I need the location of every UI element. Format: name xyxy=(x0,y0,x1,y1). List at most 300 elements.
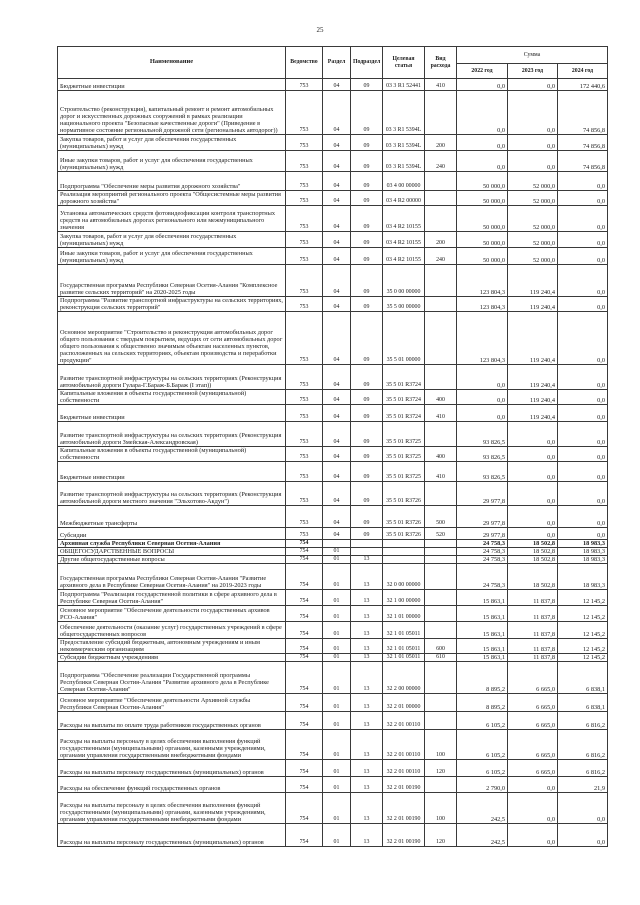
cell-target-article xyxy=(383,540,425,548)
table-row xyxy=(58,248,608,265)
cell-sum-2022: 24 758,3 xyxy=(457,564,508,590)
cell-sum-2024: 74 856,8 xyxy=(558,135,608,151)
cell-section: 01 xyxy=(323,548,351,556)
cell-section: 01 xyxy=(323,777,351,793)
cell-expense-type: 410 xyxy=(425,79,457,91)
cell-department: 754 xyxy=(286,712,323,730)
cell-sum-2022: 6 105,2 xyxy=(457,760,508,777)
cell-department: 753 xyxy=(286,405,323,422)
cell-section: 01 xyxy=(323,564,351,590)
header-year-2022: 2022 год xyxy=(457,64,508,79)
header-year-2024: 2024 год xyxy=(558,64,608,79)
cell-section: 04 xyxy=(323,79,351,91)
cell-section: 04 xyxy=(323,447,351,462)
table-row xyxy=(58,297,608,312)
cell-sum-2022: 242,5 xyxy=(457,824,508,847)
cell-sum-2024: 0,0 xyxy=(558,824,608,847)
cell-department: 754 xyxy=(286,654,323,662)
cell-subsection: 09 xyxy=(351,365,383,390)
cell-subsection: 09 xyxy=(351,462,383,482)
cell-name: Иные закупки товаров, работ и услуг для обеспечения государственных (муниципальных) нужд xyxy=(58,248,286,265)
cell-name: Подпрограмма "Реализация государственной политики в сфере архивного дела в Республике Северная Осетия-Алания" xyxy=(58,590,286,606)
table-row xyxy=(58,639,608,654)
cell-department: 754 xyxy=(286,622,323,639)
cell-expense-type: 120 xyxy=(425,824,457,847)
table-row xyxy=(58,622,608,639)
cell-department: 754 xyxy=(286,540,323,548)
budget-table xyxy=(57,46,608,847)
cell-sum-2022: 93 826,5 xyxy=(457,422,508,447)
cell-sum-2023: 6 665,0 xyxy=(508,712,558,730)
cell-name: Развитие транспортной инфраструктуры на сельских территориях (Реконструкция автомобильной дороги Змейская-Александровская) xyxy=(58,422,286,447)
cell-expense-type: 200 xyxy=(425,135,457,151)
cell-sum-2024: 0,0 xyxy=(558,793,608,824)
cell-section: 04 xyxy=(323,312,351,365)
cell-name: Государственная программа Республики Северная Осетия-Алания "Комплексное развитие сельских территорий" на 2020-2025 годы xyxy=(58,265,286,297)
cell-target-article: 32 2 01 00110 xyxy=(383,760,425,777)
header-expense-type: Вид расхода xyxy=(425,47,457,79)
table-row xyxy=(58,506,608,528)
cell-sum-2024: 0,0 xyxy=(558,447,608,462)
cell-sum-2023: 18 502,8 xyxy=(508,564,558,590)
cell-sum-2024: 6 816,2 xyxy=(558,730,608,760)
table-row xyxy=(58,135,608,151)
cell-name: Подпрограмма "Развитие транспортной инфраструктуры на сельских территориях, реконструкция сельских территорий" xyxy=(58,297,286,312)
cell-section: 04 xyxy=(323,297,351,312)
cell-department: 753 xyxy=(286,462,323,482)
cell-sum-2022: 0,0 xyxy=(457,151,508,172)
table-row xyxy=(58,793,608,824)
cell-subsection: 13 xyxy=(351,654,383,662)
cell-department: 754 xyxy=(286,639,323,654)
header-target-article: Целевая статья xyxy=(383,47,425,79)
cell-sum-2022: 50 000,0 xyxy=(457,232,508,248)
cell-sum-2023: 0,0 xyxy=(508,151,558,172)
cell-section: 01 xyxy=(323,712,351,730)
cell-sum-2022: 0,0 xyxy=(457,135,508,151)
cell-name: Расходы на выплаты персоналу в целях обеспечения выполнения функций государственными (муниципальными) органами, казенными учреждениями, органами управления государственными внебюджетными фондами xyxy=(58,730,286,760)
cell-subsection: 09 xyxy=(351,232,383,248)
cell-department: 754 xyxy=(286,777,323,793)
cell-department: 753 xyxy=(286,191,323,206)
cell-expense-type xyxy=(425,556,457,564)
cell-sum-2024: 0,0 xyxy=(558,506,608,528)
cell-expense-type xyxy=(425,564,457,590)
cell-department: 753 xyxy=(286,248,323,265)
cell-sum-2024: 6 816,2 xyxy=(558,760,608,777)
cell-sum-2024: 18 983,3 xyxy=(558,548,608,556)
cell-name: Развитие транспортной инфраструктуры на сельских территориях (Реконструкция автомобильной дороги Гулара-Г.Бараж-Б.Бараж (I этап)) xyxy=(58,365,286,390)
cell-sum-2022: 29 977,8 xyxy=(457,482,508,506)
cell-name: Строительство (реконструкция), капитальный ремонт и ремонт автомобильных дорог и искусственных дорожных сооружений в рамках реализации национального проекта "Безопасные качественные дороги" (Приведение в нормативное состояние региональной дорожной сети (региональных автодорог)) xyxy=(58,91,286,135)
cell-name: Основное мероприятие "Обеспечение деятельности государственных архивов РСО-Алания" xyxy=(58,606,286,622)
cell-target-article: 35 5 01 R3726 xyxy=(383,528,425,540)
cell-sum-2023: 6 665,0 xyxy=(508,662,558,694)
cell-name: Архивная служба Республики Северная Осетия-Алания xyxy=(58,540,286,548)
cell-expense-type xyxy=(425,422,457,447)
cell-sum-2023: 52 000,0 xyxy=(508,232,558,248)
cell-section: 01 xyxy=(323,760,351,777)
cell-name: Бюджетные инвестиции xyxy=(58,79,286,91)
cell-sum-2023: 0,0 xyxy=(508,422,558,447)
cell-sum-2023: 6 665,0 xyxy=(508,730,558,760)
cell-target-article: 32 1 00 00000 xyxy=(383,590,425,606)
cell-sum-2022: 0,0 xyxy=(457,390,508,405)
table-row xyxy=(58,447,608,462)
cell-sum-2022: 15 863,1 xyxy=(457,622,508,639)
cell-section: 01 xyxy=(323,590,351,606)
table-row xyxy=(58,564,608,590)
cell-sum-2023: 0,0 xyxy=(508,91,558,135)
cell-expense-type xyxy=(425,312,457,365)
cell-name: Развитие транспортной инфраструктуры на сельских территориях (Реконструкция автомобильной дороги местного значения "Эльхотово-Акдун") xyxy=(58,482,286,506)
cell-sum-2024: 0,0 xyxy=(558,297,608,312)
cell-target-article: 35 5 01 R3726 xyxy=(383,482,425,506)
table-row xyxy=(58,206,608,232)
cell-subsection: 13 xyxy=(351,730,383,760)
cell-sum-2023: 18 502,8 xyxy=(508,540,558,548)
cell-sum-2023: 6 665,0 xyxy=(508,760,558,777)
cell-sum-2024: 0,0 xyxy=(558,365,608,390)
cell-sum-2024: 18 983,3 xyxy=(558,540,608,548)
cell-sum-2022: 2 790,0 xyxy=(457,777,508,793)
cell-target-article: 32 2 01 00190 xyxy=(383,777,425,793)
cell-name: ОБЩЕГОСУДАРСТВЕННЫЕ ВОПРОСЫ xyxy=(58,548,286,556)
cell-sum-2022: 6 105,2 xyxy=(457,730,508,760)
cell-section: 01 xyxy=(323,662,351,694)
cell-target-article: 03 3 R1 5394L xyxy=(383,135,425,151)
cell-expense-type: 400 xyxy=(425,390,457,405)
cell-subsection: 09 xyxy=(351,91,383,135)
cell-sum-2022: 0,0 xyxy=(457,79,508,91)
cell-department: 753 xyxy=(286,506,323,528)
table-row xyxy=(58,482,608,506)
header-sum: Сумма xyxy=(457,47,608,64)
cell-section: 04 xyxy=(323,135,351,151)
table-row xyxy=(58,405,608,422)
cell-target-article: 32 2 00 00000 xyxy=(383,662,425,694)
cell-expense-type xyxy=(425,91,457,135)
cell-target-article: 35 5 01 00000 xyxy=(383,312,425,365)
cell-target-article: 03 4 R2 00000 xyxy=(383,191,425,206)
cell-section: 04 xyxy=(323,172,351,191)
cell-name: Капитальные вложения в объекты государственной (муниципальной) собственности xyxy=(58,447,286,462)
cell-name: Закупка товаров, работ и услуг для обеспечения государственных (муниципальных) нужд xyxy=(58,232,286,248)
cell-sum-2023: 18 502,8 xyxy=(508,556,558,564)
cell-section: 04 xyxy=(323,390,351,405)
table-row xyxy=(58,824,608,847)
cell-name: Предоставление субсидий бюджетным, автономным учреждениям и иным некоммерческим организациям xyxy=(58,639,286,654)
cell-target-article: 32 1 01 05011 xyxy=(383,622,425,639)
cell-target-article: 32 2 01 00110 xyxy=(383,712,425,730)
table-row xyxy=(58,556,608,564)
cell-target-article xyxy=(383,556,425,564)
cell-target-article: 35 5 01 R3724 xyxy=(383,390,425,405)
cell-name: Государственная программа Республики Северная Осетия-Алания "Развитие архивного дела в Республике Северная Осетия-Алания" на 2019-2023 годы xyxy=(58,564,286,590)
cell-department: 754 xyxy=(286,824,323,847)
cell-expense-type xyxy=(425,482,457,506)
cell-sum-2024: 0,0 xyxy=(558,265,608,297)
cell-expense-type: 240 xyxy=(425,151,457,172)
page-number: 25 xyxy=(316,26,324,34)
cell-target-article: 03 4 R2 10155 xyxy=(383,232,425,248)
cell-section: 04 xyxy=(323,528,351,540)
cell-expense-type xyxy=(425,622,457,639)
cell-expense-type: 610 xyxy=(425,654,457,662)
cell-target-article: 35 5 00 00000 xyxy=(383,297,425,312)
table-row xyxy=(58,730,608,760)
cell-name: Иные закупки товаров, работ и услуг для обеспечения государственных (муниципальных) нужд xyxy=(58,151,286,172)
cell-expense-type xyxy=(425,365,457,390)
cell-sum-2024: 12 145,2 xyxy=(558,606,608,622)
cell-sum-2023: 0,0 xyxy=(508,482,558,506)
cell-section: 04 xyxy=(323,248,351,265)
cell-target-article xyxy=(383,548,425,556)
cell-target-article: 03 4 R2 10155 xyxy=(383,248,425,265)
cell-sum-2024: 0,0 xyxy=(558,528,608,540)
cell-sum-2023: 0,0 xyxy=(508,528,558,540)
cell-name: Расходы на выплаты по оплате труда работников государственных органов xyxy=(58,712,286,730)
cell-department: 754 xyxy=(286,694,323,712)
cell-name: Другие общегосударственные вопросы xyxy=(58,556,286,564)
cell-sum-2022: 50 000,0 xyxy=(457,172,508,191)
header-section: Раздел xyxy=(323,47,351,79)
cell-sum-2023: 52 000,0 xyxy=(508,248,558,265)
cell-subsection: 09 xyxy=(351,447,383,462)
cell-expense-type: 100 xyxy=(425,793,457,824)
cell-sum-2023: 11 837,8 xyxy=(508,622,558,639)
table-row xyxy=(58,265,608,297)
cell-target-article: 32 1 01 05011 xyxy=(383,639,425,654)
cell-expense-type xyxy=(425,297,457,312)
cell-sum-2022: 50 000,0 xyxy=(457,191,508,206)
cell-sum-2023: 0,0 xyxy=(508,79,558,91)
cell-section: 04 xyxy=(323,365,351,390)
cell-sum-2024: 0,0 xyxy=(558,172,608,191)
cell-sum-2024: 18 983,3 xyxy=(558,564,608,590)
cell-name: Закупка товаров, работ и услуг для обеспечения государственных (муниципальных) нужд xyxy=(58,135,286,151)
cell-department: 753 xyxy=(286,312,323,365)
table-row xyxy=(58,151,608,172)
cell-subsection: 13 xyxy=(351,793,383,824)
cell-sum-2023: 119 240,4 xyxy=(508,312,558,365)
cell-sum-2024: 6 816,2 xyxy=(558,712,608,730)
table-row xyxy=(58,91,608,135)
cell-department: 753 xyxy=(286,265,323,297)
table-row xyxy=(58,590,608,606)
cell-department: 754 xyxy=(286,590,323,606)
cell-sum-2024: 12 145,2 xyxy=(558,639,608,654)
cell-sum-2023: 0,0 xyxy=(508,447,558,462)
cell-target-article: 32 0 00 00000 xyxy=(383,564,425,590)
cell-subsection: 09 xyxy=(351,422,383,447)
cell-subsection: 09 xyxy=(351,482,383,506)
cell-department: 754 xyxy=(286,730,323,760)
cell-section: 04 xyxy=(323,506,351,528)
cell-sum-2022: 24 758,3 xyxy=(457,556,508,564)
cell-subsection: 09 xyxy=(351,297,383,312)
cell-subsection: 09 xyxy=(351,312,383,365)
cell-target-article: 03 4 R2 10155 xyxy=(383,206,425,232)
table-row xyxy=(58,422,608,447)
cell-target-article: 35 5 01 R3725 xyxy=(383,422,425,447)
cell-name: Субсидии бюджетным учреждениям xyxy=(58,654,286,662)
cell-section: 04 xyxy=(323,91,351,135)
cell-expense-type xyxy=(425,694,457,712)
header-department: Ведомство xyxy=(286,47,323,79)
cell-name: Межбюджетные трансферты xyxy=(58,506,286,528)
cell-section: 04 xyxy=(323,405,351,422)
table-row xyxy=(58,79,608,91)
cell-subsection: 13 xyxy=(351,622,383,639)
cell-sum-2023: 0,0 xyxy=(508,824,558,847)
cell-sum-2023: 11 837,8 xyxy=(508,590,558,606)
cell-expense-type: 400 xyxy=(425,447,457,462)
cell-target-article: 32 2 01 00190 xyxy=(383,793,425,824)
cell-subsection: 13 xyxy=(351,590,383,606)
cell-department: 753 xyxy=(286,206,323,232)
cell-expense-type: 500 xyxy=(425,506,457,528)
cell-expense-type xyxy=(425,265,457,297)
cell-expense-type: 120 xyxy=(425,760,457,777)
cell-expense-type: 520 xyxy=(425,528,457,540)
header-year-2023: 2023 год xyxy=(508,64,558,79)
cell-expense-type xyxy=(425,206,457,232)
cell-sum-2024: 0,0 xyxy=(558,405,608,422)
cell-sum-2024: 0,0 xyxy=(558,312,608,365)
cell-section: 01 xyxy=(323,730,351,760)
cell-sum-2024: 0,0 xyxy=(558,191,608,206)
cell-department: 754 xyxy=(286,556,323,564)
table-header xyxy=(58,47,608,79)
cell-name: Обеспечение деятельности (оказание услуг) государственных учреждений в сфере общегосударственных вопросов xyxy=(58,622,286,639)
cell-department: 753 xyxy=(286,528,323,540)
cell-subsection: 09 xyxy=(351,79,383,91)
cell-sum-2022: 15 863,1 xyxy=(457,590,508,606)
table-row xyxy=(58,191,608,206)
cell-subsection: 09 xyxy=(351,151,383,172)
cell-sum-2023: 11 837,8 xyxy=(508,639,558,654)
cell-name: Подпрограмма "Обеспечение реализации Государственной программы Республики Северная Осетия-Алания "Развитие архивного дела в Республике Северная Осетия-Алания" xyxy=(58,662,286,694)
cell-section: 01 xyxy=(323,606,351,622)
table-row xyxy=(58,548,608,556)
cell-expense-type: 410 xyxy=(425,405,457,422)
cell-sum-2022: 123 804,3 xyxy=(457,265,508,297)
header-row xyxy=(58,47,608,64)
cell-expense-type xyxy=(425,777,457,793)
cell-department: 753 xyxy=(286,482,323,506)
cell-sum-2022: 0,0 xyxy=(457,91,508,135)
cell-name: Капитальные вложения в объекты государственной (муниципальной) собственности xyxy=(58,390,286,405)
cell-sum-2024: 18 983,3 xyxy=(558,556,608,564)
cell-section: 01 xyxy=(323,622,351,639)
table-row xyxy=(58,462,608,482)
cell-expense-type: 240 xyxy=(425,248,457,265)
cell-subsection: 09 xyxy=(351,506,383,528)
cell-section: 04 xyxy=(323,206,351,232)
cell-subsection: 09 xyxy=(351,528,383,540)
cell-target-article: 35 5 01 R3726 xyxy=(383,506,425,528)
cell-target-article: 03 3 R1 52441 xyxy=(383,79,425,91)
cell-subsection: 13 xyxy=(351,556,383,564)
cell-section: 04 xyxy=(323,482,351,506)
cell-subsection: 09 xyxy=(351,172,383,191)
cell-subsection: 13 xyxy=(351,712,383,730)
cell-sum-2022: 123 804,3 xyxy=(457,297,508,312)
cell-name: Расходы на выплаты персоналу государственных (муниципальных) органов xyxy=(58,760,286,777)
table-row xyxy=(58,777,608,793)
cell-expense-type: 410 xyxy=(425,462,457,482)
cell-sum-2023: 6 665,0 xyxy=(508,694,558,712)
cell-sum-2022: 15 863,1 xyxy=(457,654,508,662)
cell-department: 754 xyxy=(286,564,323,590)
cell-subsection: 13 xyxy=(351,824,383,847)
cell-sum-2022: 123 804,3 xyxy=(457,312,508,365)
cell-department: 753 xyxy=(286,447,323,462)
cell-target-article: 32 2 01 00000 xyxy=(383,694,425,712)
cell-expense-type xyxy=(425,191,457,206)
cell-section: 04 xyxy=(323,151,351,172)
cell-subsection: 13 xyxy=(351,777,383,793)
table-row xyxy=(58,312,608,365)
cell-section: 04 xyxy=(323,422,351,447)
cell-department: 753 xyxy=(286,79,323,91)
table-row xyxy=(58,654,608,662)
cell-sum-2022: 50 000,0 xyxy=(457,206,508,232)
cell-section: 04 xyxy=(323,191,351,206)
cell-subsection: 13 xyxy=(351,760,383,777)
cell-subsection: 09 xyxy=(351,206,383,232)
cell-subsection: 09 xyxy=(351,191,383,206)
cell-sum-2022: 50 000,0 xyxy=(457,248,508,265)
cell-sum-2024: 74 856,8 xyxy=(558,91,608,135)
cell-subsection xyxy=(351,548,383,556)
cell-target-article: 03 3 R1 5394L xyxy=(383,151,425,172)
cell-target-article: 32 1 01 00000 xyxy=(383,606,425,622)
cell-department: 753 xyxy=(286,172,323,191)
cell-name: Субсидии xyxy=(58,528,286,540)
cell-sum-2024: 0,0 xyxy=(558,462,608,482)
cell-department: 753 xyxy=(286,365,323,390)
cell-sum-2023: 0,0 xyxy=(508,506,558,528)
cell-sum-2022: 29 977,8 xyxy=(457,506,508,528)
cell-sum-2022: 0,0 xyxy=(457,405,508,422)
cell-sum-2022: 8 895,2 xyxy=(457,662,508,694)
header-name: Наименование xyxy=(58,47,286,79)
cell-sum-2024: 0,0 xyxy=(558,206,608,232)
cell-expense-type xyxy=(425,172,457,191)
cell-subsection xyxy=(351,540,383,548)
table-row xyxy=(58,540,608,548)
cell-sum-2024: 0,0 xyxy=(558,232,608,248)
cell-sum-2023: 119 240,4 xyxy=(508,405,558,422)
cell-subsection: 09 xyxy=(351,390,383,405)
cell-target-article: 32 1 01 05011 xyxy=(383,654,425,662)
cell-subsection: 13 xyxy=(351,694,383,712)
cell-sum-2023: 0,0 xyxy=(508,793,558,824)
cell-target-article: 03 3 R1 5394L xyxy=(383,91,425,135)
cell-target-article: 35 5 01 R3725 xyxy=(383,462,425,482)
cell-subsection: 09 xyxy=(351,135,383,151)
cell-subsection: 09 xyxy=(351,405,383,422)
cell-sum-2022: 24 758,3 xyxy=(457,540,508,548)
cell-subsection: 13 xyxy=(351,564,383,590)
table-row xyxy=(58,606,608,622)
cell-department: 754 xyxy=(286,606,323,622)
cell-sum-2022: 15 863,1 xyxy=(457,606,508,622)
cell-section: 04 xyxy=(323,462,351,482)
cell-target-article: 35 5 01 R3724 xyxy=(383,405,425,422)
